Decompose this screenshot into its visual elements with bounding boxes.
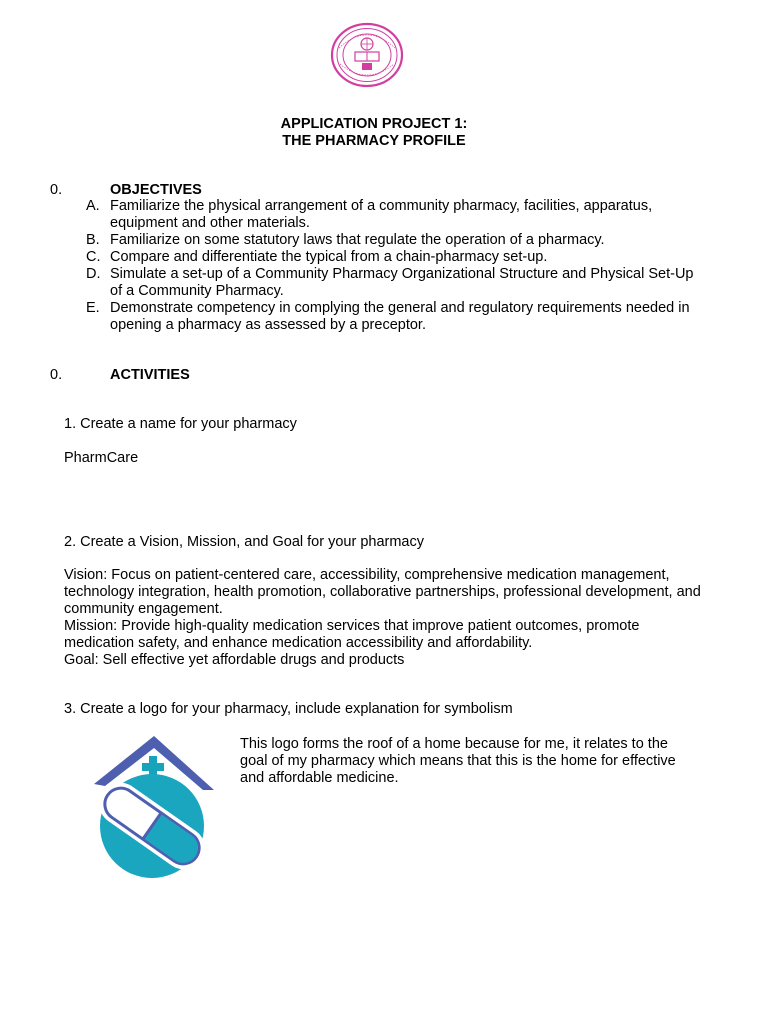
objective-text: Compare and differentiate the typical from a chain-pharmacy set-up. — [110, 249, 548, 265]
activities-heading-text: ACTIVITIES — [110, 367, 190, 383]
goal-text: Goal: Sell effective yet affordable drugs and products — [64, 652, 405, 668]
activities-number: 0. — [50, 367, 63, 383]
answer-pharmacy-name: PharmCare — [64, 450, 139, 466]
objective-letter: C. — [86, 249, 101, 265]
objective-letter: D. — [86, 266, 101, 282]
objective-item — [86, 249, 696, 266]
objective-text: Familiarize on some statutory laws that regulate the operation of a pharmacy. — [110, 232, 605, 248]
logo-explanation: This logo forms the roof of a home because for me, it relates to the goal of my pharmacy which means that this is the home for effective and affordable medicine. — [240, 736, 676, 786]
objective-item — [86, 198, 696, 232]
objective-text: Demonstrate competency in complying the general and regulatory requirements needed in opening a pharmacy as assessed by a preceptor. — [110, 300, 690, 333]
college-seal-icon — [330, 22, 404, 88]
mission-text: Mission: Provide high-quality medication services that improve patient outcomes, promote medication safety, and enhance medication accessibility and affordability. — [64, 618, 640, 651]
objectives-list — [86, 198, 696, 334]
pharmacy-logo-icon — [90, 734, 218, 880]
question-1: 1. Create a name for your pharmacy — [64, 416, 297, 432]
objective-text: Simulate a set-up of a Community Pharmacy Organizational Structure and Physical Set-Up of a Community Pharmacy. — [110, 266, 694, 299]
question-2: 2. Create a Vision, Mission, and Goal for your pharmacy — [64, 534, 424, 550]
objective-letter: B. — [86, 232, 100, 248]
title-line-2: THE PHARMACY PROFILE — [282, 133, 466, 149]
vmg-block — [64, 567, 704, 669]
objectives-heading-text: OBJECTIVES — [110, 182, 202, 198]
objective-item — [86, 266, 696, 300]
objective-item — [86, 300, 696, 334]
objectives-number: 0. — [50, 182, 63, 198]
vision-text: Vision: Focus on patient-centered care, accessibility, comprehensive medication management, technology integration, health promotion, collaborative partnerships, professional development, and community engagement. — [64, 567, 701, 617]
activities-heading — [50, 367, 190, 384]
objectives-heading — [50, 182, 202, 199]
objective-item — [86, 232, 696, 249]
objective-text: Familiarize the physical arrangement of a community pharmacy, facilities, apparatus, equipment and other materials. — [110, 198, 653, 231]
question-3: 3. Create a logo for your pharmacy, include explanation for symbolism — [64, 701, 513, 717]
objective-letter: A. — [86, 198, 100, 214]
title-line-1: APPLICATION PROJECT 1: — [280, 116, 468, 132]
objective-letter: E. — [86, 300, 100, 316]
document-title — [0, 116, 748, 150]
